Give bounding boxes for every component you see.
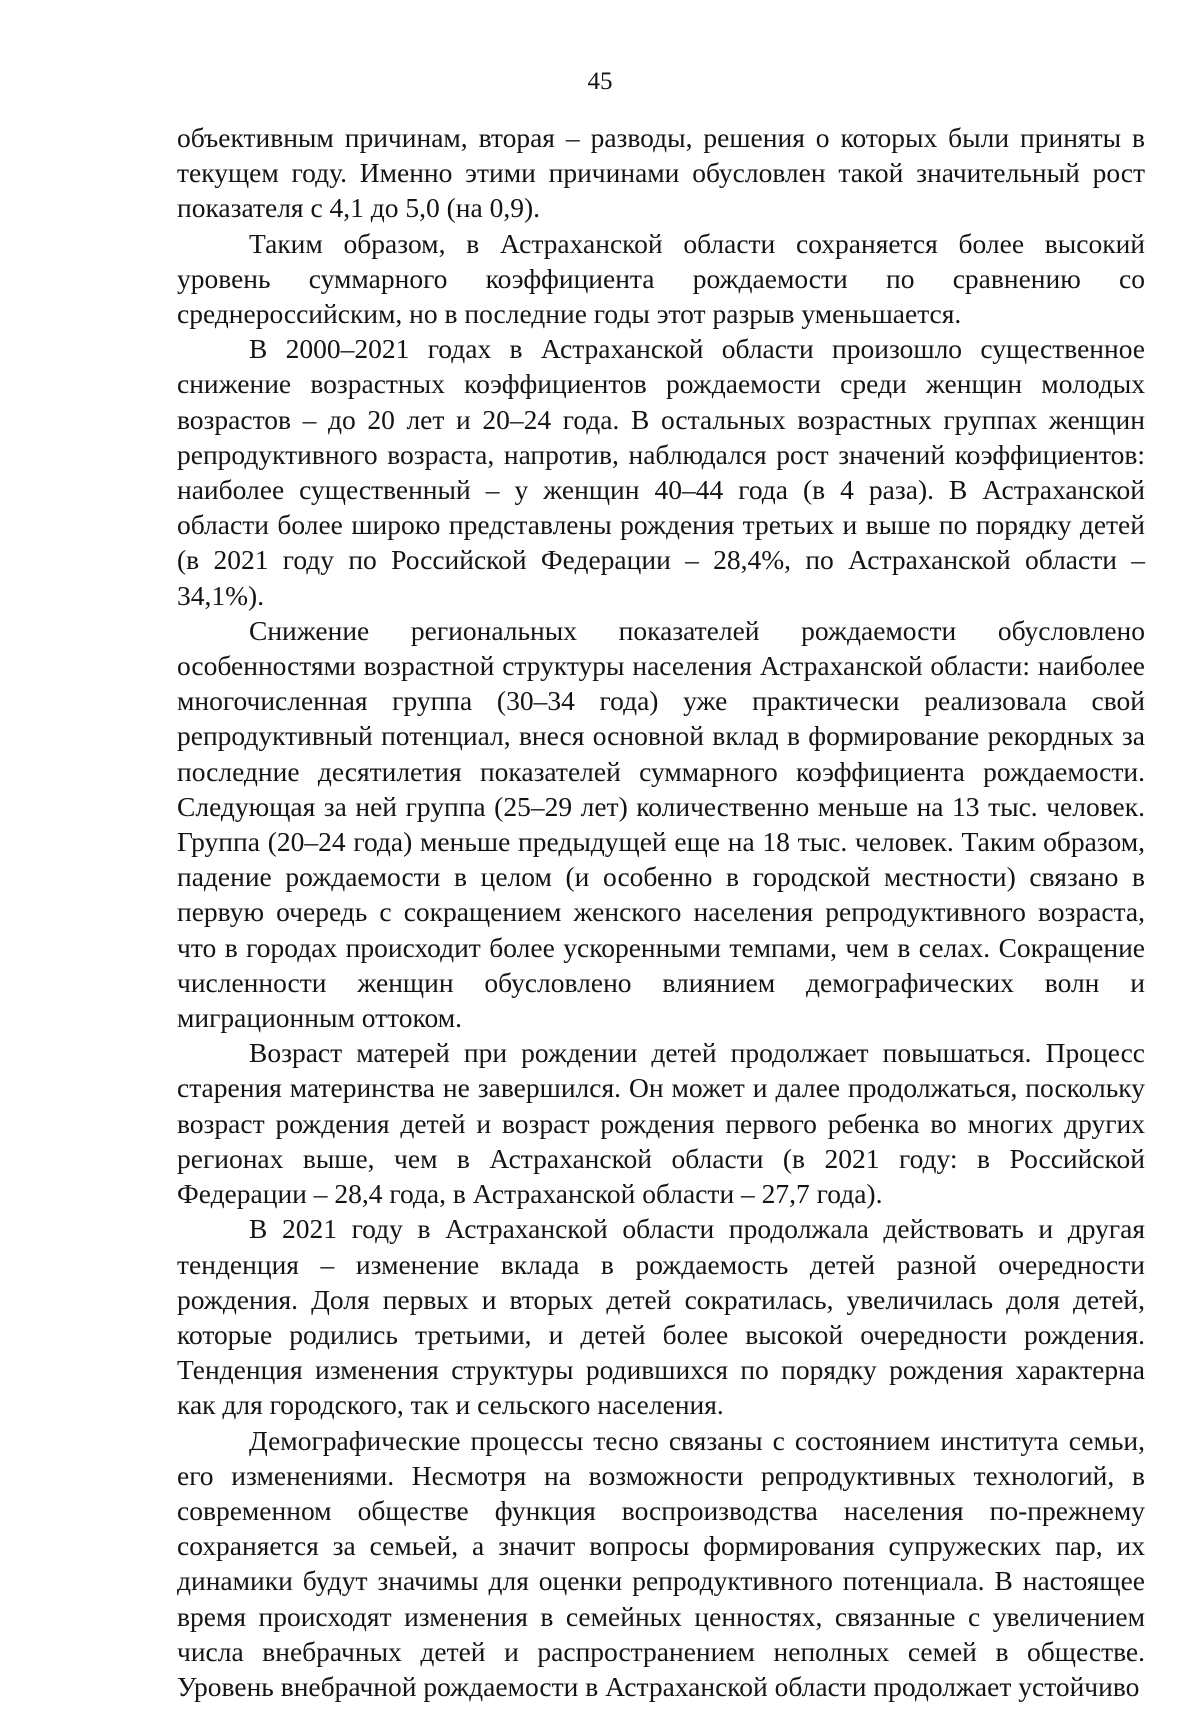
paragraph-6: В 2021 году в Астраханской области продолжала действовать и другая тенденция – изменение вклада в рождаемость детей разной очередности рождения. Доля первых и вторых детей сократилась, увеличилась доля детей, которые родились третьими, и детей более высокой очередности рождения. Тенденция изменения структуры родившихся по порядку рождения характерна как для городского, так и сельского населения. [177, 1213, 1145, 1421]
paragraph-5: Возраст матерей при рождении детей продолжает повышаться. Процесс старения материнства не завершился. Он может и далее продолжаться, поскольку возраст рождения детей и возраст рождения первого ребенка во многих других регионах выше, чем в Астраханской области (в 2021 году: в Российской Федерации – 28,4 года, в Астраханской области – 27,7 года). [177, 1037, 1145, 1210]
paragraph-7: Демографические процессы тесно связаны с состоянием института семьи, его изменениями. Несмотря на возможности репродуктивных технологий, в современном обществе функция воспроизводства населения по-прежнему сохраняется за семьей, а значит вопросы формирования супружеских пар, их динамики будут значимы для оценки репродуктивного потенциала. В настоящее время происходят изменения в семейных ценностях, связанные с увеличением числа внебрачных детей и распространением неполных семей в обществе. Уровень внебрачной рождаемости в Астраханской области продолжает устойчиво [177, 1424, 1145, 1702]
paragraph-2: Таким образом, в Астраханской области сохраняется более высокий уровень суммарного коэффициента рождаемости по сравнению со среднероссийским, но в последние годы этот разрыв уменьшается. [177, 227, 1145, 330]
paragraph-3: В 2000–2021 годах в Астраханской области произошло существенное снижение возрастных коэффициентов рождаемости среди женщин молодых возрастов – до 20 лет и 20–24 года. В остальных возрастных группах женщин репродуктивного возраста, напротив, наблюдался рост значений коэффициентов: наиболее существенный – у женщин 40–44 года (в 4 раза). В Астраханской области более широко представлены рождения третьих и выше по порядку детей (в 2021 году по Российской Федерации – 28,4%, по Астраханской области – 34,1%). [177, 333, 1145, 611]
page-body [177, 120, 1145, 1704]
paragraph-4: Снижение региональных показателей рождаемости обусловлено особенностями возрастной структуры населения Астраханской области: наиболее многочисленная группа (30–34 года) уже практически реализовала свой репродуктивный потенциал, внеся основной вклад в формирование рекордных за последние десятилетия показателей суммарного коэффициента рождаемости. Следующая за ней группа (25–29 лет) количественно меньше на 13 тыс. человек. Группа (20–24 года) меньше предыдущей еще на 18 тыс. человек. Таким образом, падение рождаемости в целом (и особенно в городской местности) связано в первую очередь с сокращением женского населения репродуктивного возраста, что в городах происходит более ускоренными темпами, чем в селах. Сокращение численности женщин обусловлено влиянием демографических волн и миграционным оттоком. [177, 614, 1145, 1034]
paragraph-1: объективным причинам, вторая – разводы, решения о которых были приняты в текущем году. Именно этими причинами обусловлен такой значительный рост показателя с 4,1 до 5,0 (на 0,9). [177, 122, 1145, 224]
page-number: 45 [587, 68, 613, 95]
